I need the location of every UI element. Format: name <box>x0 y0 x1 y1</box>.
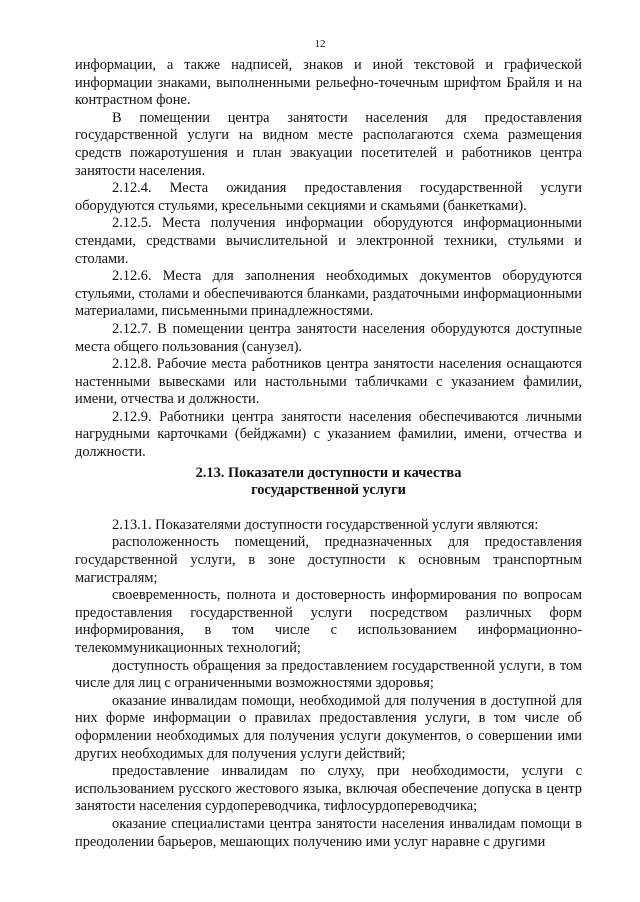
paragraph-disabled-assistance: оказание инвалидам помощи, необходимой для получения в доступной для них форме информации о правилах предоставления услуги, в том числе об оформлении необходимых для получения услуги документов, о совершении ими других необходимых для получения услуги действий; <box>75 692 582 762</box>
section-heading-line-1: 2.13. Показатели доступности и качества <box>195 464 462 481</box>
paragraph-accessibility: доступность обращения за предоставлением государственной услуги, в том числе для лиц с ограниченными возможностями здоровья; <box>75 657 582 692</box>
paragraph-2-12-8: 2.12.8. Рабочие места работников центра занятости населения оснащаются настенными вывесками или настольными табличками с указанием фамилии, имени, отчества и должности. <box>75 356 582 408</box>
page-number: 12 <box>314 38 326 50</box>
paragraph-2-12-6: 2.12.6. Места для заполнения необходимых документов оборудуются стульями, столами и обеспечиваются бланками, раздаточными информационными материалами, письменными принадлежностями. <box>75 268 582 320</box>
paragraph-continuation: информации, а также надписей, знаков и иной текстовой и графической информации знаками, выполненными рельефно-точечным шрифтом Брайля и на контрастном фоне. <box>75 57 582 109</box>
paragraph-2-12-7: 2.12.7. В помещении центра занятости населения оборудуются доступные места общего пользования (санузел). <box>75 320 582 355</box>
document-body <box>75 57 582 851</box>
section-heading-line-2: государственной услуги <box>251 482 406 499</box>
paragraph-barriers: оказание специалистами центра занятости населения инвалидам помощи в преодолении барьеров, мешающих получению ими услуг наравне с другими <box>75 815 582 850</box>
paragraph-evacuation-plan: В помещении центра занятости населения для предоставления государственной услуги на видном месте располагаются схема размещения средств пожаротушения и план эвакуации посетителей и работников центра занятости населения. <box>75 109 582 179</box>
paragraph-2-12-9: 2.12.9. Работники центра занятости населения обеспечиваются личными нагрудными карточками (бейджами) с указанием фамилии, имени, отчества и должности. <box>75 408 582 461</box>
paragraph-2-13-1: 2.13.1. Показателями доступности государственной услуги являются: <box>112 516 539 533</box>
paragraph-location: расположенность помещений, предназначенных для предоставления государственной услуги, в зоне доступности к основным транспортным магистралям; <box>75 534 582 586</box>
section-heading <box>75 465 582 500</box>
paragraph-2-12-4: 2.12.4. Места ожидания предоставления государственной услуги оборудуются стульями, кресельными секциями и скамьями (банкетками). <box>75 180 582 214</box>
heading-spacer <box>75 500 582 517</box>
paragraph-timeliness: своевременность, полнота и достоверность информирования по вопросам предоставления государственной услуги посредством различных форм информирования, в том числе с использованием информационно-телекоммуникационных технологий; <box>75 587 582 656</box>
paragraph-2-12-5: 2.12.5. Места получения информации оборудуются информационными стендами, средствами вычислительной и электронной техники, стульями и столами. <box>75 215 582 267</box>
paragraph-sign-language: предоставление инвалидам по слуху, при необходимости, услуги с использованием русского жестового языка, включая обеспечение допуска в центр занятости населения сурдопереводчика, тифлосурдопереводчика; <box>75 763 582 815</box>
